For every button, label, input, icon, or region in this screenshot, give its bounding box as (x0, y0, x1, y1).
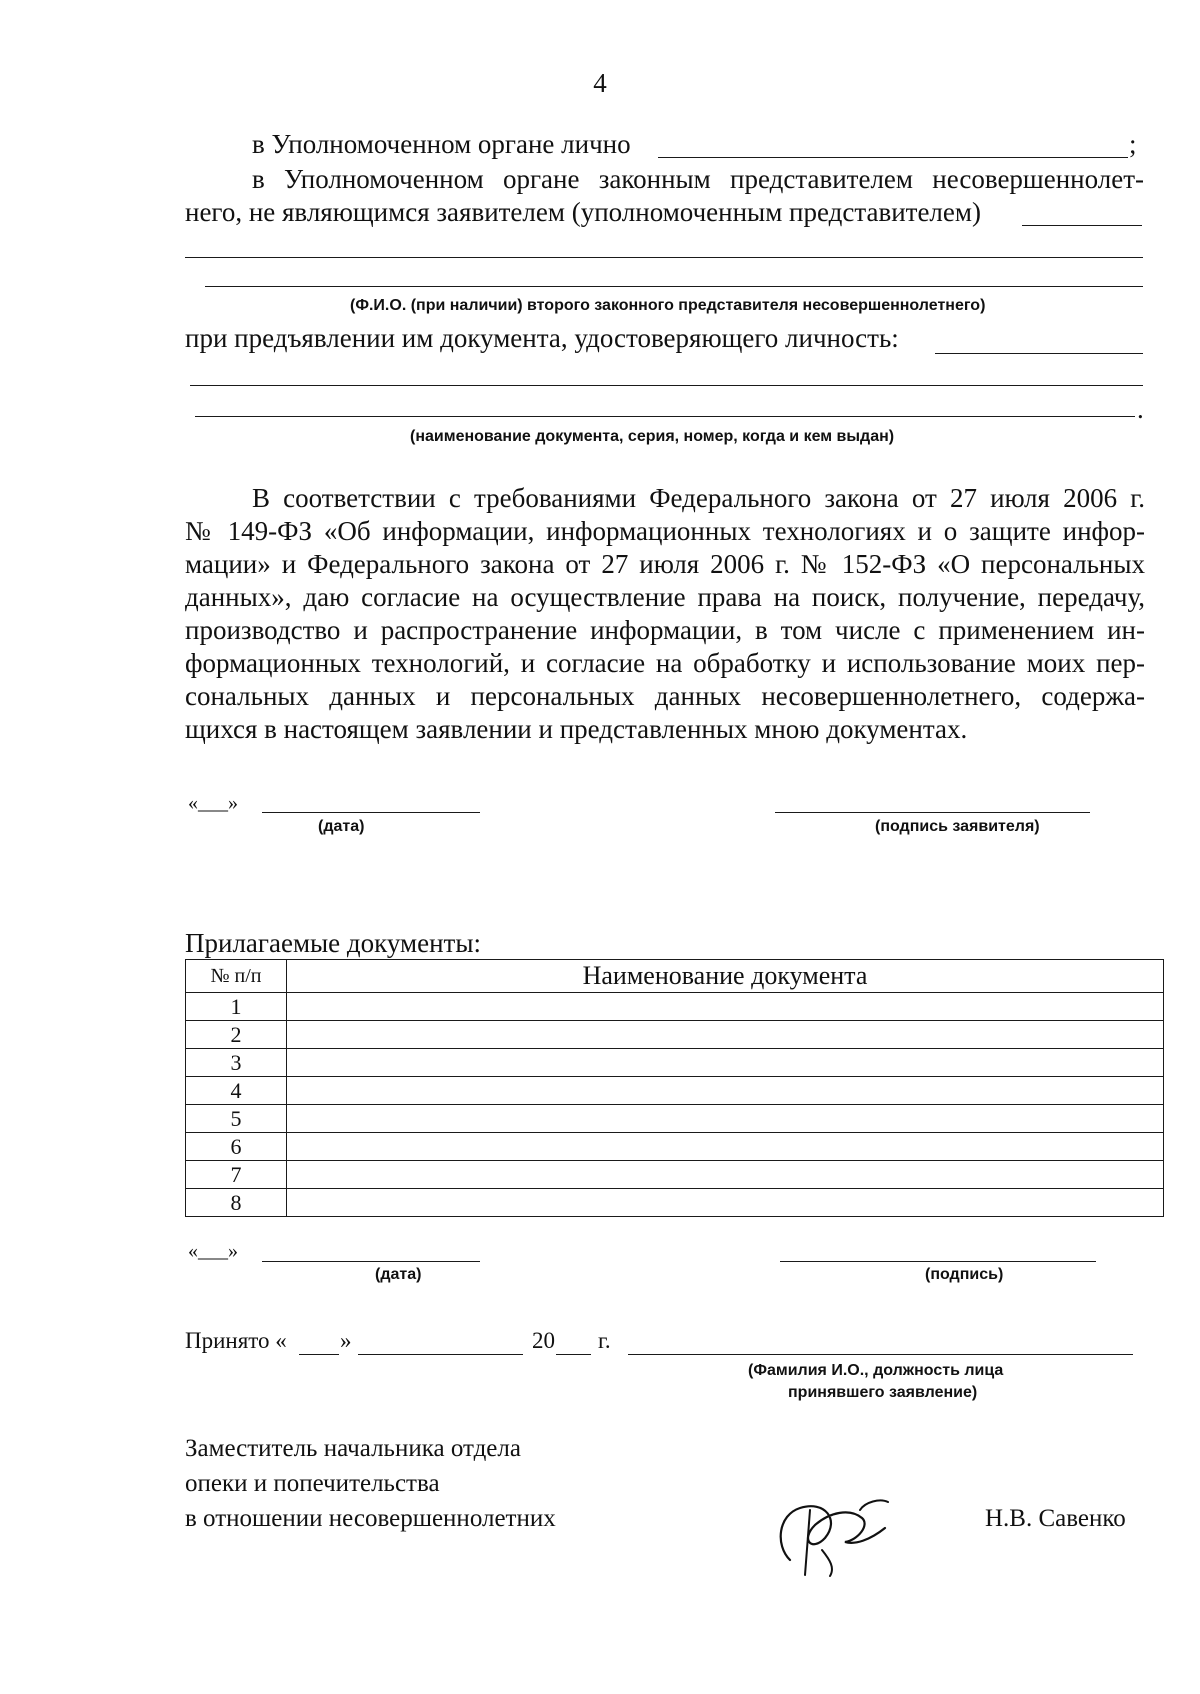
document-name-cell[interactable] (287, 1077, 1164, 1105)
applicant-signature-line[interactable] (775, 812, 1090, 813)
row-number: 8 (186, 1189, 287, 1217)
table-row (186, 1105, 1164, 1133)
consent-paragraph (185, 482, 1145, 746)
column-header-document-name: Наименование документа (287, 960, 1164, 993)
row-number: 2 (186, 1021, 287, 1049)
accepted-year-prefix: 20 (532, 1328, 555, 1353)
table-row (186, 1133, 1164, 1161)
date-field-1[interactable]: «___» (188, 792, 238, 814)
table-row (186, 1077, 1164, 1105)
row-number: 1 (186, 993, 287, 1021)
accepted-label: Принято « (185, 1328, 287, 1353)
row-number: 3 (186, 1049, 287, 1077)
consent-line: № 149-ФЗ «Об информации, информационных технологиях и о защите инфор- (185, 516, 1145, 546)
signer-position-line2: опеки и попечительства (185, 1470, 440, 1497)
row-number: 5 (186, 1105, 287, 1133)
page-number: 4 (593, 68, 607, 98)
row-number: 6 (186, 1133, 287, 1161)
document-name-cell[interactable] (287, 1189, 1164, 1217)
accepted-month-blank[interactable] (358, 1354, 523, 1355)
document-name-cell[interactable] (287, 1021, 1164, 1049)
consent-line: производство и распространение информации, в том числе с применением ин- (185, 615, 1145, 645)
delivery-representative-label: в Уполномоченном органе законным представителем несовершеннолет- (252, 164, 1144, 194)
document-name-cell[interactable] (287, 1133, 1164, 1161)
identity-document-label: при предъявлении им документа, удостоверяющего личность: (185, 323, 899, 353)
accepted-by-blank[interactable] (628, 1354, 1133, 1355)
identity-document-dot: . (1137, 394, 1144, 424)
document-name-cell[interactable] (287, 1049, 1164, 1077)
identity-document-blank-2[interactable] (190, 385, 1143, 386)
table-row (186, 1189, 1164, 1217)
signer-position-line1: Заместитель начальника отдела (185, 1435, 521, 1462)
representative-blank-1[interactable] (1022, 225, 1142, 226)
consent-line: формационных технологий, и согласие на обработку и использование моих пер- (185, 648, 1145, 678)
table-row (186, 993, 1164, 1021)
table-row (186, 1021, 1164, 1049)
consent-line: мации» и Федерального закона от 27 июля 2006 г. № 152-ФЗ «О персональных (185, 549, 1145, 579)
caption-fio: (Ф.И.О. (при наличии) второго законного представителя несовершеннолетнего) (350, 297, 986, 314)
date-field-2[interactable]: «___» (188, 1240, 238, 1262)
representative-blank-2[interactable] (185, 257, 1143, 258)
attachments-title: Прилагаемые документы: (185, 928, 481, 958)
accepted-year-suffix: г. (598, 1328, 611, 1353)
representative-blank-3[interactable] (205, 286, 1143, 287)
identity-document-blank-3[interactable] (195, 416, 1135, 417)
delivery-representative-label-cont: него, не являющимся заявителем (уполномоченным представителем) (185, 197, 981, 227)
date-line-2[interactable] (262, 1261, 480, 1262)
consent-line: В соответствии с требованиями Федерального закона от 27 июля 2006 г. (252, 483, 1145, 513)
delivery-semicolon: ; (1129, 129, 1137, 159)
table-row (186, 1161, 1164, 1189)
accepted-caption-line2: принявшего заявление) (788, 1384, 978, 1401)
consent-line: щихся в настоящем заявлении и представленных мною документах. (185, 714, 968, 744)
table-header-row (186, 960, 1164, 993)
document-name-cell[interactable] (287, 1105, 1164, 1133)
delivery-in-person-blank[interactable] (658, 157, 1128, 158)
consent-line: сональных данных и персональных данных несовершеннолетнего, содержа- (185, 681, 1145, 711)
accepted-quote-close: » (340, 1328, 352, 1353)
handwritten-signature (770, 1490, 900, 1580)
accepted-day-blank[interactable] (299, 1354, 339, 1355)
signature-caption-2: (подпись) (925, 1266, 1004, 1283)
consent-line: данных», даю согласие на осуществление права на поиск, получение, передачу, (185, 582, 1145, 612)
caption-document: (наименование документа, серия, номер, когда и кем выдан) (410, 428, 895, 445)
identity-document-blank-1[interactable] (935, 353, 1143, 354)
signature-line-2[interactable] (780, 1261, 1096, 1262)
date-line-1[interactable] (262, 812, 480, 813)
delivery-in-person-label: в Уполномоченном органе лично (252, 129, 631, 159)
date-caption-1: (дата) (318, 818, 365, 835)
document-name-cell[interactable] (287, 1161, 1164, 1189)
signer-name: Н.В. Савенко (985, 1505, 1126, 1532)
attachments-table (185, 959, 1164, 1217)
applicant-signature-caption: (подпись заявителя) (875, 818, 1040, 835)
row-number: 7 (186, 1161, 287, 1189)
column-header-number: № п/п (186, 960, 287, 993)
document-name-cell[interactable] (287, 993, 1164, 1021)
date-caption-2: (дата) (375, 1266, 422, 1283)
table-row (186, 1049, 1164, 1077)
accepted-year-blank[interactable] (556, 1354, 591, 1355)
signer-position-line3: в отношении несовершеннолетних (185, 1505, 556, 1532)
row-number: 4 (186, 1077, 287, 1105)
accepted-caption-line1: (Фамилия И.О., должность лица (748, 1362, 1004, 1379)
